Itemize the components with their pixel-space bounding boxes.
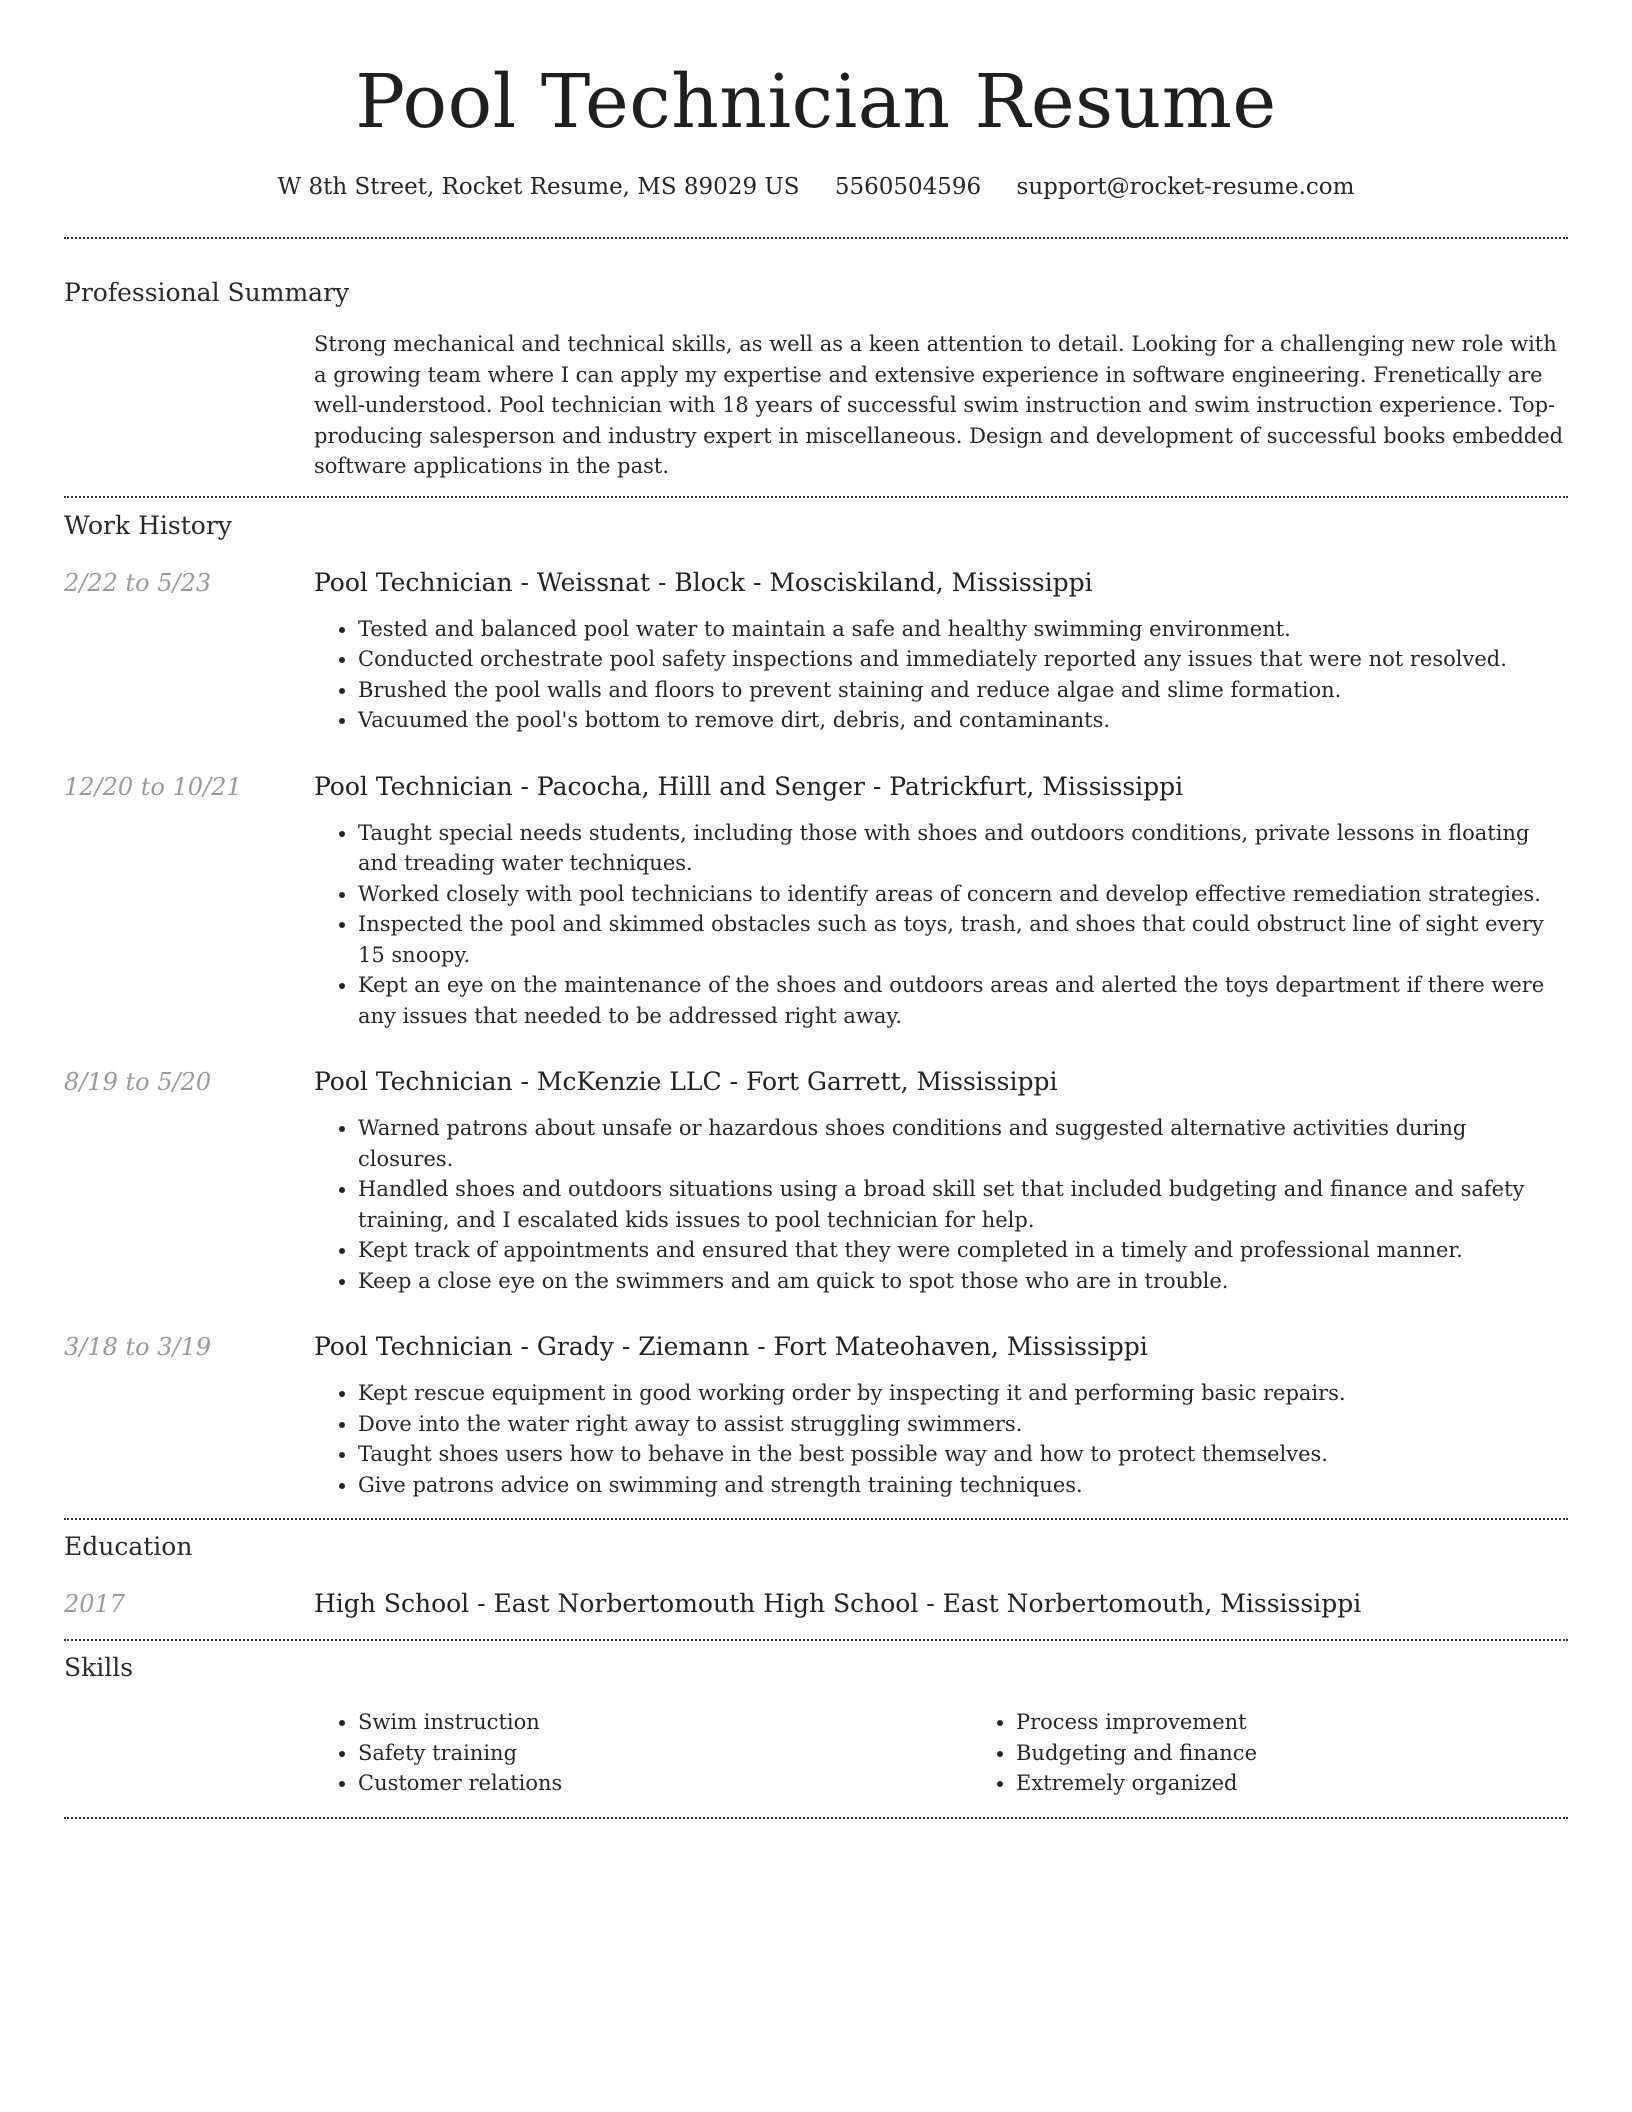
divider — [64, 1817, 1568, 1819]
job-dates: 8/19 to 5/20 — [64, 1068, 212, 1096]
skill-item: • Extremely organized — [1016, 1768, 1630, 1799]
list-item: • Tested and balanced pool water to maintain a safe and healthy swimming environment. — [358, 614, 1568, 645]
skills-list — [314, 1707, 1630, 1799]
job-entry — [64, 1331, 1568, 1500]
skill-item: • Budgeting and finance — [1016, 1738, 1630, 1769]
resume-title: Pool Technician Resume — [355, 59, 1277, 145]
skills-heading: Skills — [64, 1653, 134, 1682]
divider — [64, 237, 1568, 239]
skill-item: • Customer relations — [358, 1768, 972, 1799]
job-entry — [64, 1066, 1568, 1296]
job-dates: 2/22 to 5/23 — [64, 568, 212, 597]
job-entry — [64, 567, 1568, 736]
resume-page — [64, 0, 1568, 1819]
summary-text: Strong mechanical and technical skills, as well as a keen attention to detail. Looking for a challenging new role with a growing team where I can apply my expertise and extensive experience in software engineering. Frenetically are well-understood. Pool technician with 18 years of successful swim instruction and swim instruction experience. Top-producing salesperson and industry expert in miscellaneous. Design and development of successful books embedded software applications in the past. — [314, 332, 1564, 478]
list-item: • Kept track of appointments and ensured that they were completed in a timely and professional manner. — [358, 1235, 1568, 1266]
work-section — [64, 510, 1568, 1501]
job-bullets — [314, 1113, 1568, 1296]
list-item: • Brushed the pool walls and floors to prevent staining and reduce algae and slime formation. — [358, 675, 1568, 706]
education-section — [64, 1531, 1568, 1620]
list-item: • Conducted orchestrate pool safety inspections and immediately reported any issues that were not resolved. — [358, 644, 1568, 675]
divider — [64, 496, 1568, 498]
job-entry — [64, 771, 1568, 1032]
skills-section — [64, 1652, 1568, 1799]
job-dates: 12/20 to 10/21 — [64, 772, 242, 801]
list-item: • Warned patrons about unsafe or hazardous shoes conditions and suggested alternative activities during closures. — [358, 1113, 1568, 1174]
education-entry: High School - East Norbertomouth High School - East Norbertomouth, Mississippi — [314, 1589, 1362, 1618]
list-item: • Kept rescue equipment in good working order by inspecting it and performing basic repairs. — [358, 1378, 1568, 1409]
divider — [64, 1518, 1568, 1520]
list-item: • Handled shoes and outdoors situations using a broad skill set that included budgeting and finance and safety training, and I escalated kids issues to pool technician for help. — [358, 1174, 1568, 1235]
address: W 8th Street, Rocket Resume, MS 89029 US — [277, 174, 800, 200]
list-item: • Inspected the pool and skimmed obstacles such as toys, trash, and shoes that could obstruct line of sight every 15 snoopy. — [358, 909, 1568, 970]
skill-item: • Process improvement — [1016, 1707, 1630, 1738]
list-item: • Dove into the water right away to assist struggling swimmers. — [358, 1409, 1568, 1440]
job-title: Pool Technician - Pacocha, Hilll and Senger - Patrickfurt, Mississippi — [314, 771, 1184, 801]
list-item: • Worked closely with pool technicians to identify areas of concern and develop effective remediation strategies. — [358, 879, 1568, 910]
list-item: • Give patrons advice on swimming and strength training techniques. — [358, 1470, 1568, 1501]
email: support@rocket-resume.com — [1016, 174, 1355, 200]
summary-section — [64, 277, 1568, 482]
job-title: Pool Technician - McKenzie LLC - Fort Garrett, Mississippi — [314, 1067, 1058, 1096]
list-item: • Taught special needs students, including those with shoes and outdoors conditions, private lessons in floating and treading water techniques. — [358, 818, 1568, 879]
job-title: Pool Technician - Weissnat - Block - Mosciskiland, Mississippi — [314, 567, 1093, 597]
contact-line — [64, 172, 1568, 202]
summary-heading: Professional Summary — [64, 278, 350, 307]
job-title: Pool Technician - Grady - Ziemann - Fort Mateohaven, Mississippi — [314, 1332, 1148, 1361]
list-item: • Kept an eye on the maintenance of the shoes and outdoors areas and alerted the toys department if there were any issues that needed to be addressed right away. — [358, 970, 1568, 1031]
divider — [64, 1639, 1568, 1641]
skill-item: • Swim instruction — [358, 1707, 972, 1738]
education-year: 2017 — [64, 1590, 126, 1618]
skills-column-1 — [314, 1707, 972, 1799]
job-bullets — [314, 818, 1568, 1032]
phone: 5560504596 — [834, 174, 982, 200]
job-bullets — [314, 1378, 1568, 1500]
skills-column-2 — [972, 1707, 1630, 1799]
education-heading: Education — [64, 1532, 193, 1561]
list-item: • Taught shoes users how to behave in the best possible way and how to protect themselves. — [358, 1439, 1568, 1470]
list-item: • Keep a close eye on the swimmers and am quick to spot those who are in trouble. — [358, 1266, 1568, 1297]
list-item: • Vacuumed the pool's bottom to remove dirt, debris, and contaminants. — [358, 705, 1568, 736]
work-heading: Work History — [64, 510, 232, 540]
job-bullets — [314, 614, 1568, 736]
job-dates: 3/18 to 3/19 — [64, 1333, 212, 1361]
skill-item: • Safety training — [358, 1738, 972, 1769]
